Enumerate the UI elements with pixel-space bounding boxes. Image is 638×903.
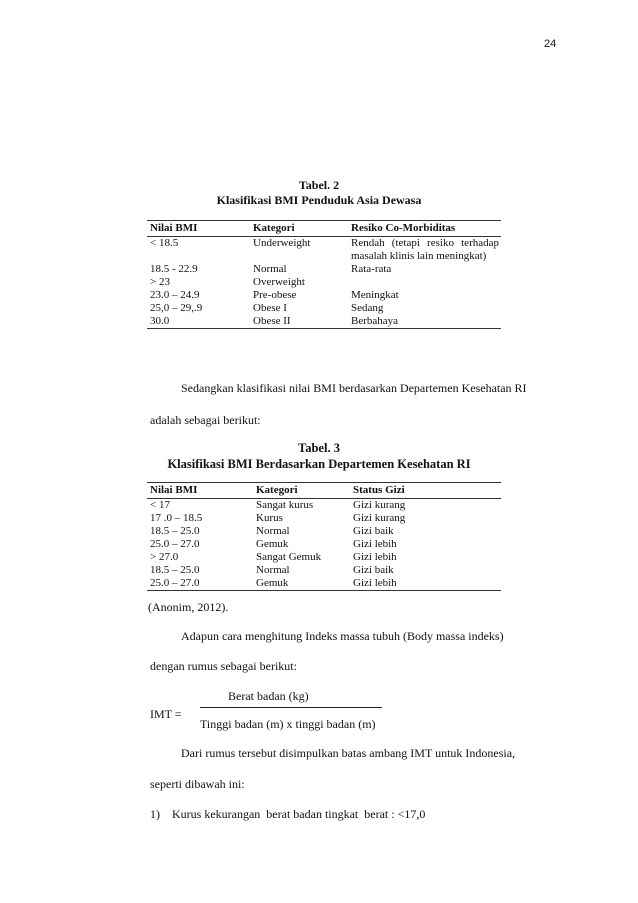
table-cell: Berbahaya bbox=[351, 315, 399, 327]
table-cell: Obese I bbox=[253, 302, 287, 314]
table-cell: 30.0 bbox=[150, 315, 170, 327]
table-cell: 18.5 – 25.0 bbox=[150, 564, 200, 576]
table-cell: > 27.0 bbox=[150, 551, 179, 563]
table-cell: Rendah (tetapi resiko terhadap masalah klinis lain meningkat) bbox=[351, 237, 499, 262]
table-row bbox=[147, 525, 501, 538]
table-cell: Pre-obese bbox=[253, 289, 297, 301]
table-cell: Obese II bbox=[253, 315, 291, 327]
table-cell: Gemuk bbox=[256, 577, 289, 589]
table3-subtitle: Klasifikasi BMI Berdasarkan Departemen Kesehatan RI bbox=[167, 457, 471, 471]
table-cell: Gizi lebih bbox=[353, 551, 397, 563]
table-cell: Overweight bbox=[253, 276, 305, 288]
table-row bbox=[147, 302, 501, 315]
table-row bbox=[147, 499, 501, 513]
table-cell bbox=[348, 276, 501, 289]
table2-header-kategori: Kategori bbox=[253, 222, 295, 234]
table-cell: 18.5 - 22.9 bbox=[150, 263, 198, 275]
table-cell: Kurus bbox=[256, 512, 283, 524]
paragraph-3-line-2: seperti dibawah ini: bbox=[150, 777, 245, 791]
table-cell: Normal bbox=[256, 525, 290, 537]
paragraph-1-line-2: adalah sebagai berikut: bbox=[150, 413, 261, 427]
table-cell: 25.0 – 27.0 bbox=[150, 538, 200, 550]
table-cell: > 23 bbox=[150, 276, 170, 288]
formula-fraction-line bbox=[200, 707, 382, 708]
paragraph-2-line-1: Adapun cara menghitung Indeks massa tubuh (Body massa indeks) bbox=[181, 629, 504, 643]
table2-subtitle: Klasifikasi BMI Penduduk Asia Dewasa bbox=[216, 193, 422, 207]
table-cell: Meningkat bbox=[351, 289, 399, 301]
table2-title: Tabel. 2 bbox=[298, 178, 340, 192]
table2-header-nilai: Nilai BMI bbox=[150, 222, 198, 234]
table-cell: Sangat Gemuk bbox=[256, 551, 322, 563]
table2-header-resiko: Resiko Co-Morbiditas bbox=[351, 222, 456, 234]
table-cell: Gizi lebih bbox=[353, 538, 397, 550]
table-cell: Gizi lebih bbox=[353, 577, 397, 589]
table3 bbox=[147, 482, 501, 591]
table-cell: 25,0 – 29,.9 bbox=[150, 302, 203, 314]
paragraph-2-line-2: dengan rumus sebagai berikut: bbox=[150, 659, 297, 673]
table-row bbox=[147, 577, 501, 591]
table-row bbox=[147, 538, 501, 551]
table-cell: Gizi baik bbox=[353, 525, 394, 537]
table-cell: < 17 bbox=[150, 499, 170, 511]
table-row bbox=[147, 289, 501, 302]
table2 bbox=[147, 220, 501, 329]
table-cell: Normal bbox=[256, 564, 290, 576]
formula-numerator: Berat badan (kg) bbox=[228, 689, 309, 703]
table-cell: 23.0 – 24.9 bbox=[150, 289, 200, 301]
table-cell: Rata-rata bbox=[351, 263, 392, 275]
table-cell: < 18.5 bbox=[150, 237, 179, 249]
table-row bbox=[147, 263, 501, 276]
table-row bbox=[147, 315, 501, 329]
table-cell: Underweight bbox=[253, 237, 311, 249]
table-cell: 25.0 – 27.0 bbox=[150, 577, 200, 589]
table-cell: 17 .0 – 18.5 bbox=[150, 512, 203, 524]
table-row bbox=[147, 512, 501, 525]
table-row bbox=[147, 276, 501, 289]
table-cell: 18.5 – 25.0 bbox=[150, 525, 200, 537]
table3-source: (Anonim, 2012). bbox=[148, 600, 229, 614]
table-row bbox=[147, 551, 501, 564]
table-header-row bbox=[147, 221, 501, 237]
table-header-row bbox=[147, 483, 501, 499]
page-number: 24 bbox=[544, 38, 557, 50]
table3-title: Tabel. 3 bbox=[298, 441, 340, 455]
list-item: 1) Kurus kekurangan berat badan tingkat berat : <17,0 bbox=[150, 807, 426, 821]
table-cell: Sedang bbox=[351, 302, 384, 314]
table-cell: Sangat kurus bbox=[256, 499, 314, 511]
table-cell: Gizi kurang bbox=[353, 512, 406, 524]
table-cell: Gizi baik bbox=[353, 564, 394, 576]
table3-header-status: Status Gizi bbox=[353, 484, 405, 496]
table-row bbox=[147, 237, 501, 264]
formula-denominator: Tinggi badan (m) x tinggi badan (m) bbox=[200, 717, 376, 731]
table-row bbox=[147, 564, 501, 577]
table3-header-kategori: Kategori bbox=[256, 484, 298, 496]
table-cell: Gizi kurang bbox=[353, 499, 406, 511]
formula-label: IMT = bbox=[150, 707, 182, 721]
paragraph-1-line-1: Sedangkan klasifikasi nilai BMI berdasarkan Departemen Kesehatan RI bbox=[181, 381, 527, 395]
table-cell: Gemuk bbox=[256, 538, 289, 550]
table3-header-nilai: Nilai BMI bbox=[150, 484, 198, 496]
paragraph-3-line-1: Dari rumus tersebut disimpulkan batas ambang IMT untuk Indonesia, bbox=[181, 746, 516, 760]
table-cell: Normal bbox=[253, 263, 287, 275]
